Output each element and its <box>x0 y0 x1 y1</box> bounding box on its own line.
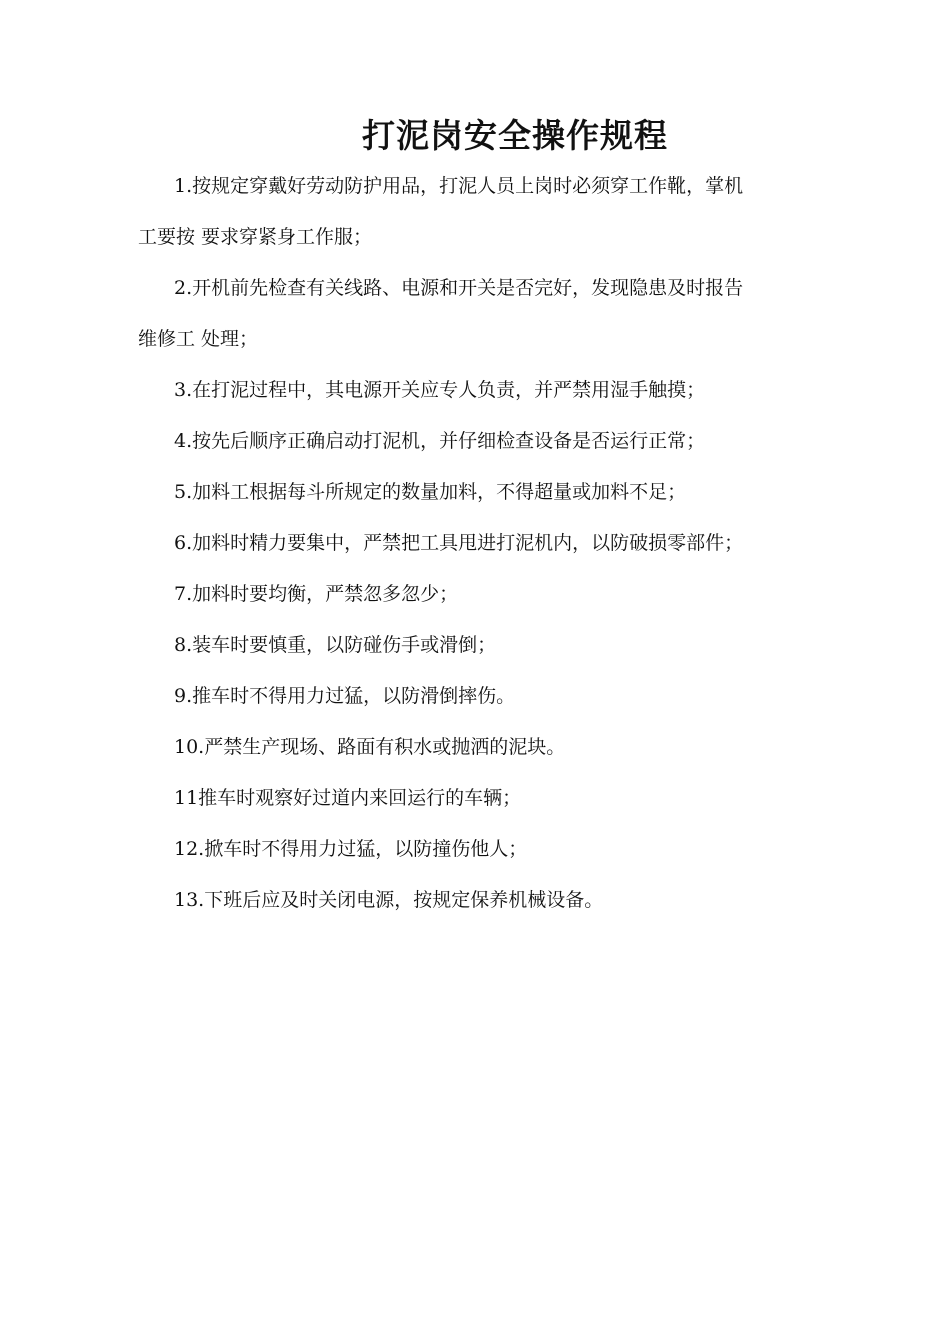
rule-2-line-1: 2.开机前先检查有关线路、电源和开关是否完好，发现隐患及时报告 <box>174 277 744 299</box>
rule-3-line-1: 3.在打泥过程中，其电源开关应专人负责，并严禁用湿手触摸； <box>174 379 706 401</box>
rule-7-line-1: 7.加料时要均衡，严禁忽多忽少； <box>174 583 459 605</box>
rule-item-5 <box>138 467 848 518</box>
rule-8-line-1: 8.装车时要慎重，以防碰伤手或滑倒； <box>174 634 497 656</box>
rule-item-12 <box>138 824 848 875</box>
rule-item-2 <box>138 263 848 365</box>
rule-2-line-2: 维修工 处理； <box>138 328 259 350</box>
rule-item-8 <box>138 620 848 671</box>
rules-list <box>138 161 848 926</box>
rule-13-line-1: 13.下班后应及时关闭电源，按规定保养机械设备。 <box>174 889 604 911</box>
rule-item-9 <box>138 671 848 722</box>
rule-item-13 <box>138 875 848 926</box>
rule-11-line-1: 11推车时观察好过道内来回运行的车辆； <box>174 787 522 809</box>
rule-5-line-1: 5.加料工根据每斗所规定的数量加料，不得超量或加料不足； <box>174 481 687 503</box>
rule-10-line-1: 10.严禁生产现场、路面有积水或抛洒的泥块。 <box>174 736 566 758</box>
rule-item-1 <box>138 161 848 263</box>
rule-item-7 <box>138 569 848 620</box>
rule-item-6 <box>138 518 848 569</box>
rule-4-line-1: 4.按先后顺序正确启动打泥机，并仔细检查设备是否运行正常； <box>174 430 706 452</box>
rule-12-line-1: 12.掀车时不得用力过猛，以防撞伤他人； <box>174 838 528 860</box>
rule-item-4 <box>138 416 848 467</box>
rule-1-line-1: 1.按规定穿戴好劳动防护用品，打泥人员上岗时必须穿工作靴，掌机 <box>174 175 744 197</box>
rule-6-line-1: 6.加料时精力要集中，严禁把工具甩进打泥机内，以防破损零部件； <box>174 532 744 554</box>
rule-item-11 <box>138 773 848 824</box>
rule-9-line-1: 9.推车时不得用力过猛，以防滑倒摔伤。 <box>174 685 516 707</box>
document-title: 打泥岗安全操作规程 <box>362 116 668 156</box>
rule-1-line-2: 工要按 要求穿紧身工作服； <box>138 226 373 248</box>
rule-item-10 <box>138 722 848 773</box>
rule-item-3 <box>138 365 848 416</box>
